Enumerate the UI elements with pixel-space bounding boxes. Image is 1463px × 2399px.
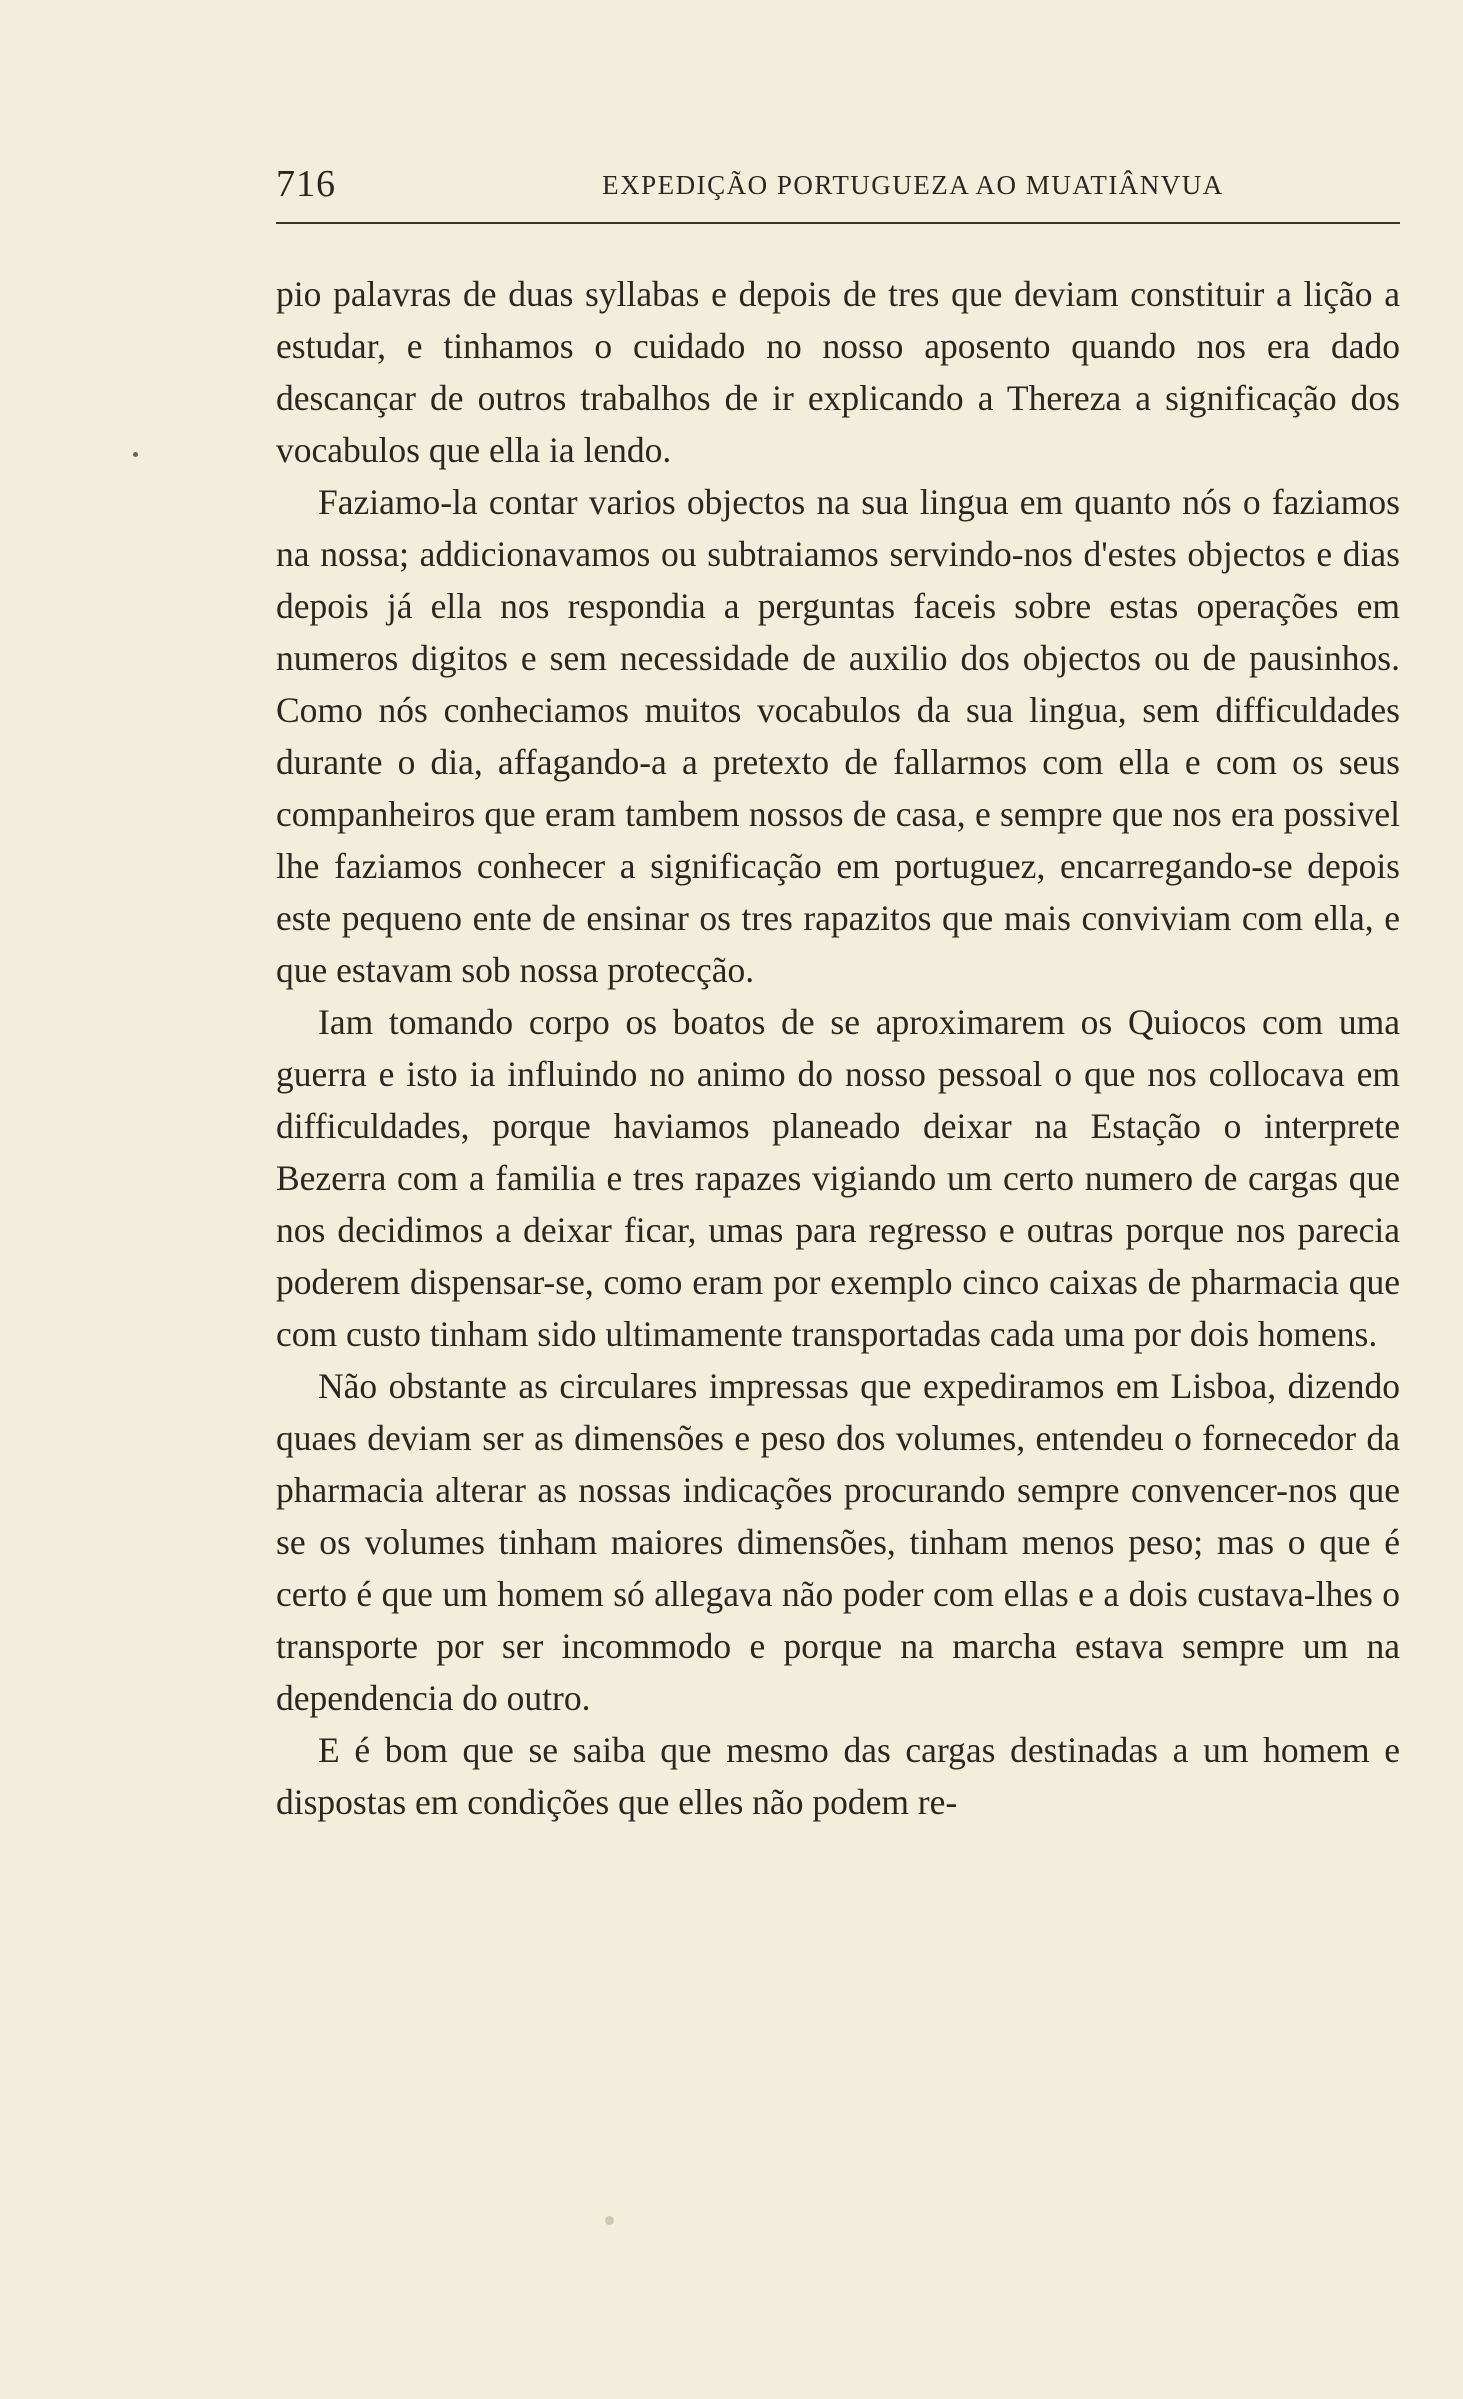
paragraph: E é bom que se saiba que mesmo das cargas destinadas a um homem e dispostas em condições que elles não podem re-	[276, 1730, 1400, 1822]
ink-spot	[605, 2216, 614, 2225]
paragraph: Iam tomando corpo os boatos de se aproximarem os Quiocos com uma guerra e isto ia influindo no animo do nosso pessoal o que nos collocava em difficuldades, porque haviamos planeado deixar na Estação o interprete Bezerra com a familia e tres rapazes vigiando um certo numero de cargas que nos decidimos a deixar ficar, umas para regresso e outras porque nos parecia poderem dispensar-se, como eram por exemplo cinco caixas de pharmacia que com custo tinham sido ultimamente transportadas cada uma por dois homens.	[276, 1002, 1400, 1354]
page-header	[276, 162, 1400, 218]
running-title: EXPEDIÇÃO PORTUGUEZA AO MUATIÂNVUA	[602, 170, 1224, 200]
paragraph: Faziamo-la contar varios objectos na sua lingua em quanto nós o faziamos na nossa; addicionavamos ou subtraiamos servindo-nos d'estes objectos e dias depois já ella nos respondia a perguntas faceis sobre estas operações em numeros digitos e sem necessidade de auxilio dos objectos ou de pausinhos. Como nós conheciamos muitos vocabulos da sua lingua, sem difficuldades durante o dia, affagando-a a pretexto de fallarmos com ella e com os seus companheiros que eram tambem nossos de casa, e sempre que nos era possivel lhe faziamos conhecer a significação em portuguez, encarregando-se depois este pequeno ente de ensinar os tres rapazitos que mais conviviam com ella, e que estavam sob nossa protecção.	[276, 482, 1400, 990]
margin-mark	[133, 452, 138, 457]
paragraph: Não obstante as circulares impressas que expediramos em Lisboa, dizendo quaes deviam ser as dimensões e peso dos volumes, entendeu o fornecedor da pharmacia alterar as nossas indicações procurando sempre convencer-nos que se os volumes tinham maiores dimensões, tinham menos peso; mas o que é certo é que um homem só allegava não poder com ellas e a dois custava-lhes o transporte por ser incommodo e porque na marcha estava sempre um na dependencia do outro.	[276, 1366, 1400, 1718]
body-text	[276, 268, 1400, 1828]
page-number: 716	[276, 163, 336, 205]
paragraph-continuation: pio palavras de duas syllabas e depois de tres que deviam constituir a lição a estudar, e tinhamos o cuidado no nosso aposento quando nos era dado descançar de outros trabalhos de ir explicando a Thereza a significação dos vocabulos que ella ia lendo.	[276, 274, 1400, 470]
header-rule	[276, 222, 1400, 224]
